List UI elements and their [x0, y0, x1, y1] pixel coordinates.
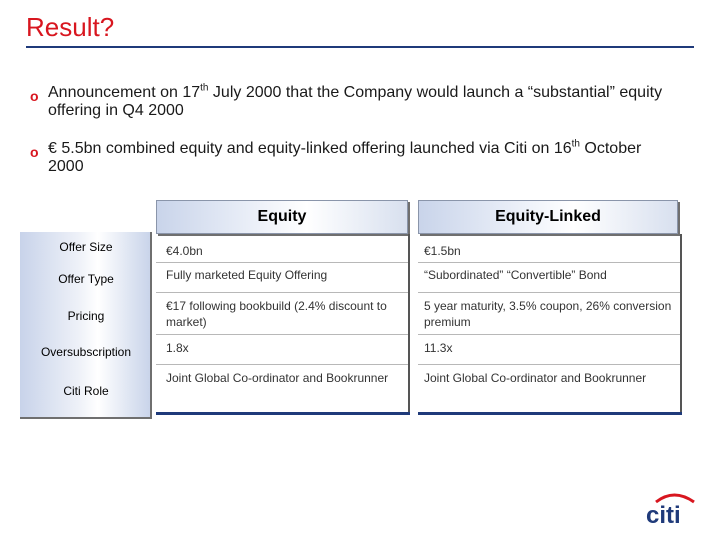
- row-label-offer-size: Offer Size: [59, 240, 113, 254]
- bullet-text: Announcement on 17: [48, 84, 201, 101]
- row-label-pricing: Pricing: [67, 309, 105, 323]
- bullet-marker: o: [30, 144, 39, 160]
- bullet-item: [30, 140, 670, 176]
- column-divider: [680, 234, 682, 414]
- cell-linked-citi-role: Joint Global Co-ordinator and Bookrunner: [424, 371, 647, 385]
- row-divider: [418, 364, 680, 365]
- row-divider: [418, 334, 680, 335]
- bullet-marker: o: [30, 88, 39, 104]
- row-divider: [156, 364, 408, 365]
- table-bottom-rule: [156, 412, 410, 415]
- bullet-item: [30, 84, 670, 120]
- cell-linked-offer-type: “Subordinated” “Convertible” Bond: [424, 268, 607, 282]
- bullet-superscript: th: [571, 138, 580, 150]
- cell-equity-citi-role: Joint Global Co-ordinator and Bookrunner: [166, 371, 389, 385]
- bullet-text: € 5.5bn combined equity and equity-linked offering launched via Citi on 16: [48, 140, 572, 157]
- cell-linked-offer-size: €1.5bn: [424, 244, 461, 258]
- row-label-oversubscription: Oversubscription: [40, 345, 132, 359]
- row-divider: [156, 334, 408, 335]
- title-divider: [26, 46, 694, 48]
- page-title: Result?: [26, 12, 115, 42]
- bullet-text: July 2000 that the Company would launch a “substantial” equity offering in Q4 2000: [48, 84, 663, 119]
- bullet-text: October 2000: [48, 140, 642, 175]
- cell-linked-pricing: 5 year maturity, 3.5% coupon, 26% conversion premium: [424, 299, 672, 329]
- row-label-citi-role: Citi Role: [63, 384, 109, 398]
- row-divider: [418, 262, 680, 263]
- column-header-equity-linked: Equity-Linked: [418, 200, 678, 234]
- cell-equity-offer-type: Fully marketed Equity Offering: [166, 268, 328, 282]
- bullet-list: [30, 84, 670, 196]
- bullet-superscript: th: [200, 82, 209, 94]
- row-divider: [156, 292, 408, 293]
- column-header-equity: Equity: [156, 200, 408, 234]
- citi-logo: [644, 490, 704, 526]
- cell-equity-oversubscription: 1.8x: [166, 341, 189, 355]
- row-label-offer-type: Offer Type: [58, 272, 114, 286]
- row-divider: [418, 292, 680, 293]
- cell-equity-offer-size: €4.0bn: [166, 244, 203, 258]
- cell-equity-pricing: €17 following bookbuild (2.4% discount to market): [166, 299, 387, 329]
- svg-text:citi: citi: [646, 502, 681, 526]
- table-bottom-rule: [418, 412, 682, 415]
- row-divider: [156, 262, 408, 263]
- cell-linked-oversubscription: 11.3x: [424, 341, 453, 355]
